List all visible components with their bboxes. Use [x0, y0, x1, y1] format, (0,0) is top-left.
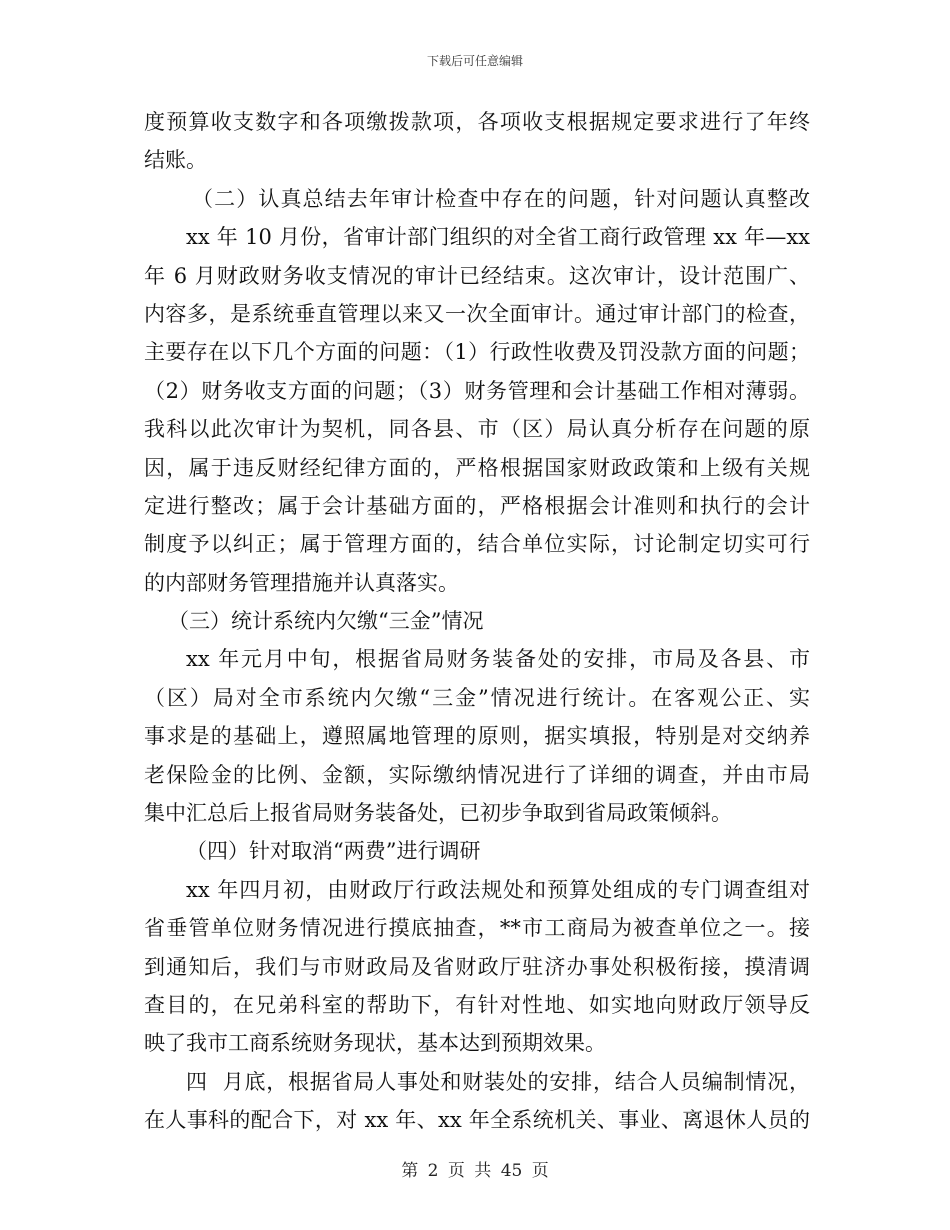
body-line: 四 月底，根据省局人事处和财装处的安排，结合人员编制情况， [186, 1069, 810, 1094]
body-line: 集中汇总后上报省局财务装备处，已初步争取到省局政策倾斜。 [144, 801, 732, 826]
body-line: 年 6 月财政财务收支情况的审计已经结束。这次审计，设计范围广、 [144, 263, 810, 288]
body-line: xx 年四月初，由财政厅行政法规处和预算处组成的专门调查组对 [186, 877, 810, 902]
body-line: xx 年 10 月份，省审计部门组织的对全省工商行政管理 xx 年—xx [186, 225, 810, 250]
section-heading: （二）认真总结去年审计检查中存在的问题，针对问题认真整改 [192, 186, 810, 211]
body-line: 老保险金的比例、金额，实际缴纳情况进行了详细的调查，并由市局 [144, 762, 810, 787]
body-line: （2）财务收支方面的问题；（3）财务管理和会计基础工作相对薄弱。 [144, 378, 810, 403]
section-heading: （三）统计系统内欠缴“三金”情况 [168, 609, 484, 634]
body-line: 到通知后，我们与市财政局及省财政厅驻济办事处积极衔接，摸清调 [144, 954, 810, 979]
body-line: 查目的，在兄弟科室的帮助下，有针对性地、如实地向财政厅领导反 [144, 992, 810, 1017]
document-body [144, 103, 810, 1140]
section-heading: （四）针对取消“两费”进行调研 [186, 839, 481, 864]
body-line: （区）局对全市系统内欠缴“三金”情况进行统计。在客观公正、实 [144, 685, 810, 710]
body-line: 的内部财务管理措施并认真落实。 [144, 570, 459, 595]
body-line: 映了我市工商系统财务现状，基本达到预期效果。 [144, 1031, 606, 1056]
body-line: 内容多，是系统垂直管理以来又一次全面审计。通过审计部门的检查， [144, 301, 810, 326]
body-line: 度预算收支数字和各项缴拨款项，各项收支根据规定要求进行了年终 [144, 110, 810, 134]
body-line: 主要存在以下几个方面的问题：（1）行政性收费及罚没款方面的问题； [144, 340, 810, 365]
body-line: xx 年元月中旬，根据省局财务装备处的安排，市局及各县、市 [186, 647, 810, 672]
body-line: 因，属于违反财经纪律方面的，严格根据国家财政政策和上级有关规 [144, 455, 810, 480]
body-line: 省垂管单位财务情况进行摸底抽查，**市工商局为被查单位之一。接 [144, 916, 810, 941]
body-line: 事求是的基础上，遵照属地管理的原则，据实填报，特别是对交纳养 [144, 724, 810, 749]
page-header: 下载后可任意编辑 [426, 54, 523, 68]
body-line: 定进行整改；属于会计基础方面的，严格根据会计准则和执行的会计 [144, 493, 810, 518]
page-footer: 第 2 页 共 45 页 [401, 1161, 549, 1181]
body-line: 结账。 [144, 148, 207, 173]
body-line: 制度予以纠正；属于管理方面的，结合单位实际，讨论制定切实可行 [144, 532, 810, 557]
body-line: 在人事科的配合下，对 xx 年、xx 年全系统机关、事业、离退休人员的 [144, 1108, 810, 1133]
body-line: 我科以此次审计为契机，同各县、市（区）局认真分析存在问题的原 [144, 417, 810, 442]
